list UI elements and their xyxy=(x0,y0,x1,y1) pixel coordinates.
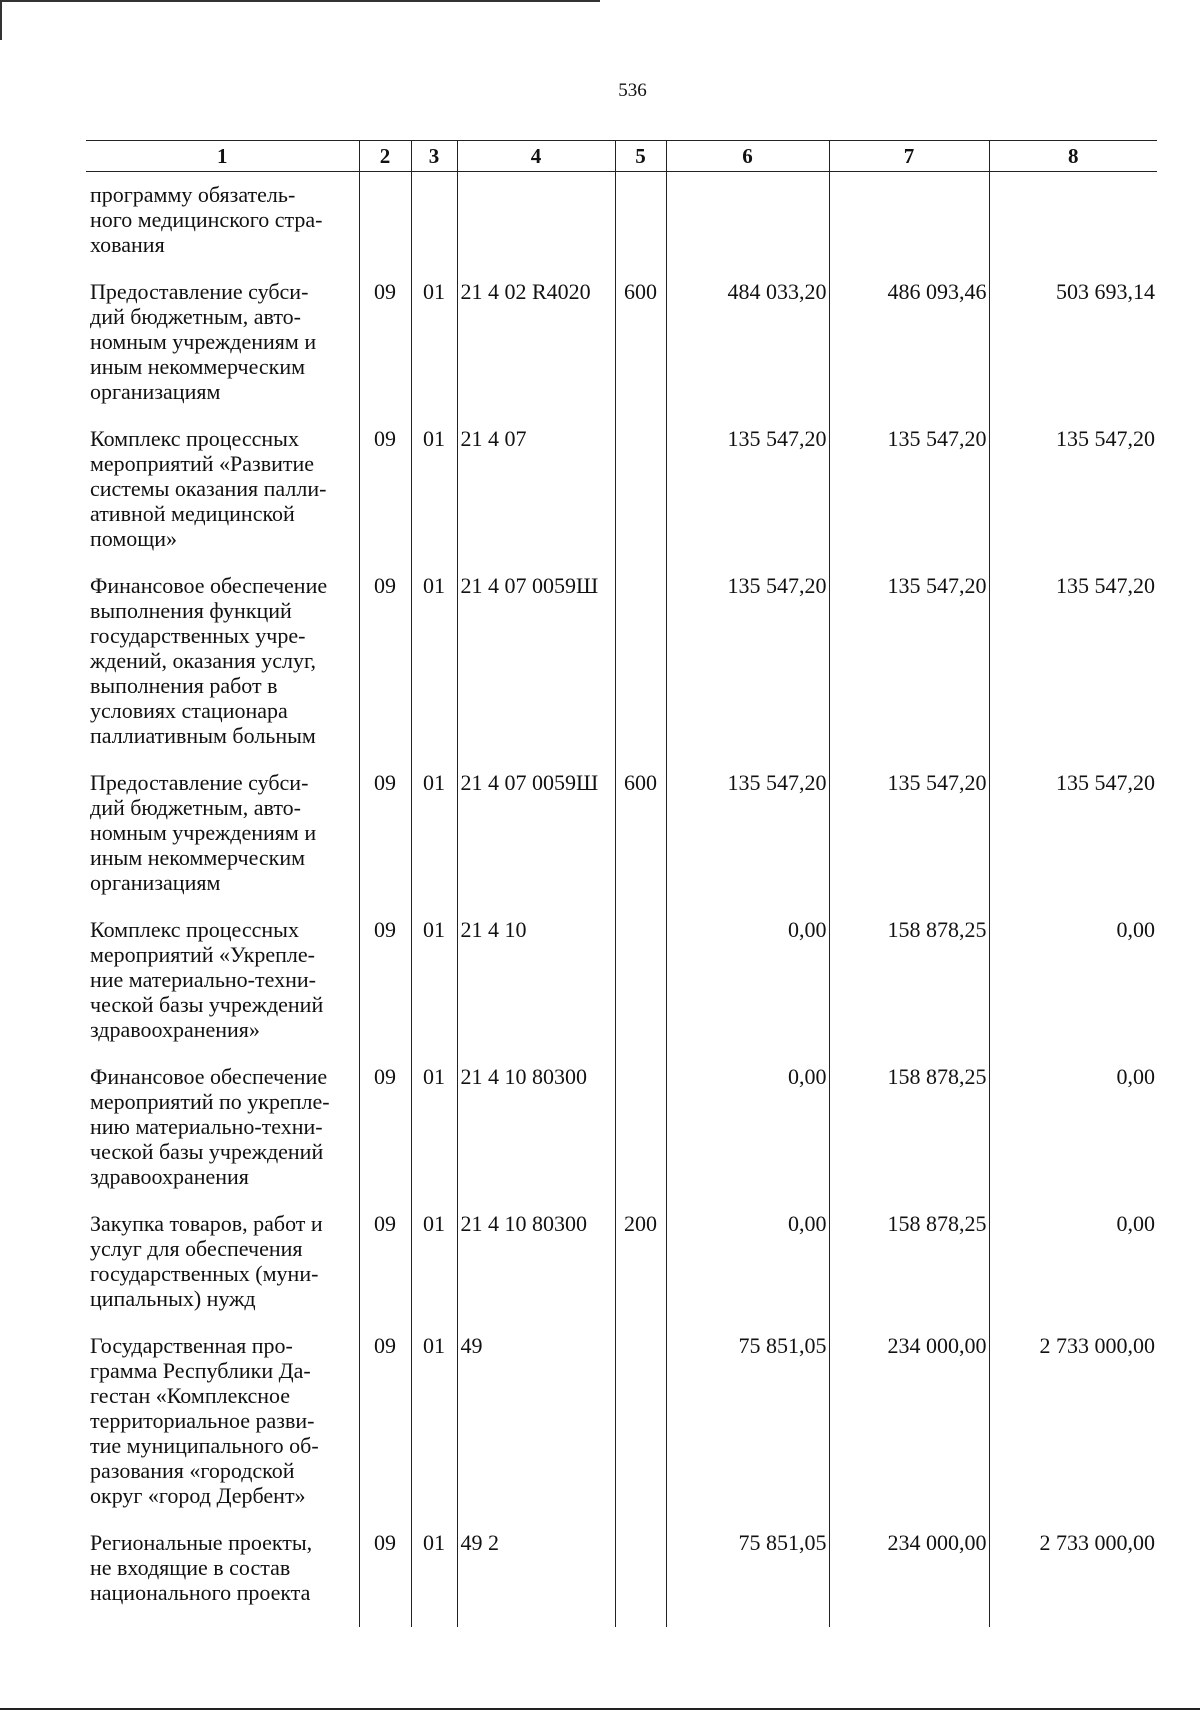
row-expense-type-cell xyxy=(615,426,666,573)
row-amount-col6-cell xyxy=(666,172,829,280)
row-amount-col7-cell: 135 547,20 xyxy=(829,770,989,917)
row-subsection-cell: 01 xyxy=(411,917,457,1064)
row-section-cell: 09 xyxy=(359,917,411,1064)
column-header-1: 1 xyxy=(86,141,359,172)
row-amount-col7-cell: 234 000,00 xyxy=(829,1530,989,1627)
row-amount-col8-cell: 2 733 000,00 xyxy=(989,1530,1157,1627)
row-amount-col6-cell: 135 547,20 xyxy=(666,770,829,917)
row-expense-type-cell: 600 xyxy=(615,770,666,917)
row-subsection-cell: 01 xyxy=(411,1333,457,1530)
table-row xyxy=(86,1064,1157,1211)
row-amount-col7-cell: 135 547,20 xyxy=(829,426,989,573)
row-name-cell: Закупка товаров, работ и услуг для обеспечения государственных (муни- ципальных) нужд xyxy=(90,1211,323,1311)
row-name-cell: Государственная про- грамма Республики Да- гестан «Комплексное территориальное разви- тие муниципального об- разования «городской округ «город Дербент» xyxy=(90,1333,319,1508)
row-name-cell: Региональные проекты, не входящие в состав национального проекта xyxy=(90,1530,313,1605)
table-row xyxy=(86,573,1157,770)
row-amount-col7-cell: 158 878,25 xyxy=(829,1211,989,1333)
row-amount-col7-cell: 486 093,46 xyxy=(829,279,989,426)
row-amount-col6-cell: 0,00 xyxy=(666,1064,829,1211)
row-amount-col8-cell: 135 547,20 xyxy=(989,426,1157,573)
row-section-cell: 09 xyxy=(359,1333,411,1530)
row-amount-col6-cell: 75 851,05 xyxy=(666,1333,829,1530)
row-subsection-cell: 01 xyxy=(411,279,457,426)
row-name-cell: Финансовое обеспечение мероприятий по укрепле- нию материально-техни- ческой базы учреждений здравоохранения xyxy=(90,1064,330,1189)
row-amount-col8-cell: 503 693,14 xyxy=(989,279,1157,426)
row-section-cell: 09 xyxy=(359,1211,411,1333)
row-subsection-cell xyxy=(411,172,457,280)
row-name-cell: Предоставление субси- дий бюджетным, авто- номным учреждениям и иным некоммерческим организациям xyxy=(90,770,317,895)
row-subsection-cell: 01 xyxy=(411,1211,457,1333)
column-header-5: 5 xyxy=(615,141,666,172)
row-target-article-cell: 21 4 07 xyxy=(457,426,615,573)
row-subsection-cell: 01 xyxy=(411,573,457,770)
row-name-cell: Комплекс процессных мероприятий «Развитие системы оказания палли- ативной медицинской помощи» xyxy=(90,426,327,551)
row-target-article-cell: 21 4 02 R4020 xyxy=(457,279,615,426)
scan-edge-bottom xyxy=(0,1708,1200,1710)
row-name-cell: Комплекс процессных мероприятий «Укрепле- ние материально-техни- ческой базы учреждений здравоохранения» xyxy=(90,917,324,1042)
scan-edge-left xyxy=(0,0,2,40)
row-amount-col7-cell: 135 547,20 xyxy=(829,573,989,770)
row-amount-col8-cell: 135 547,20 xyxy=(989,573,1157,770)
row-target-article-cell: 21 4 10 80300 xyxy=(457,1064,615,1211)
row-expense-type-cell: 600 xyxy=(615,279,666,426)
row-target-article-cell: 21 4 10 xyxy=(457,917,615,1064)
row-section-cell: 09 xyxy=(359,426,411,573)
row-amount-col8-cell: 0,00 xyxy=(989,1064,1157,1211)
row-amount-col7-cell: 158 878,25 xyxy=(829,1064,989,1211)
row-amount-col6-cell: 135 547,20 xyxy=(666,573,829,770)
row-section-cell: 09 xyxy=(359,770,411,917)
row-section-cell xyxy=(359,172,411,280)
row-target-article-cell xyxy=(457,172,615,280)
column-header-7: 7 xyxy=(829,141,989,172)
row-name-cell: программу обязатель- ного медицинского стра- хования xyxy=(90,182,323,257)
table-row xyxy=(86,1211,1157,1333)
row-target-article-cell: 21 4 10 80300 xyxy=(457,1211,615,1333)
table-row xyxy=(86,172,1157,280)
row-amount-col6-cell: 0,00 xyxy=(666,917,829,1064)
row-name-cell: Предоставление субси- дий бюджетным, авто- номным учреждениям и иным некоммерческим организациям xyxy=(90,279,317,404)
row-amount-col8-cell xyxy=(989,172,1157,280)
row-amount-col8-cell: 0,00 xyxy=(989,917,1157,1064)
budget-table xyxy=(86,140,1157,1627)
page-number: 536 xyxy=(618,80,647,101)
row-subsection-cell: 01 xyxy=(411,426,457,573)
row-expense-type-cell xyxy=(615,573,666,770)
row-amount-col8-cell: 0,00 xyxy=(989,1211,1157,1333)
row-amount-col7-cell xyxy=(829,172,989,280)
scan-edge-top xyxy=(0,0,600,2)
row-subsection-cell: 01 xyxy=(411,1064,457,1211)
row-expense-type-cell: 200 xyxy=(615,1211,666,1333)
column-header-2: 2 xyxy=(359,141,411,172)
table-body xyxy=(86,172,1157,1628)
table-row xyxy=(86,917,1157,1064)
row-amount-col6-cell: 135 547,20 xyxy=(666,426,829,573)
row-expense-type-cell xyxy=(615,1333,666,1530)
row-subsection-cell: 01 xyxy=(411,1530,457,1627)
column-header-3: 3 xyxy=(411,141,457,172)
row-expense-type-cell xyxy=(615,1530,666,1627)
row-amount-col6-cell: 0,00 xyxy=(666,1211,829,1333)
table-row xyxy=(86,1530,1157,1627)
row-section-cell: 09 xyxy=(359,279,411,426)
table-header-row xyxy=(86,141,1157,172)
row-amount-col7-cell: 234 000,00 xyxy=(829,1333,989,1530)
row-amount-col8-cell: 135 547,20 xyxy=(989,770,1157,917)
row-amount-col6-cell: 75 851,05 xyxy=(666,1530,829,1627)
row-name-cell: Финансовое обеспечение выполнения функций государственных учре- ждений, оказания услуг, выполнения работ в условиях стационара паллиативным больным xyxy=(90,573,328,748)
table-row xyxy=(86,279,1157,426)
row-expense-type-cell xyxy=(615,917,666,1064)
row-target-article-cell: 21 4 07 0059Ш xyxy=(457,770,615,917)
row-expense-type-cell xyxy=(615,1064,666,1211)
row-subsection-cell: 01 xyxy=(411,770,457,917)
row-amount-col7-cell: 158 878,25 xyxy=(829,917,989,1064)
column-header-8: 8 xyxy=(989,141,1157,172)
row-amount-col6-cell: 484 033,20 xyxy=(666,279,829,426)
column-header-4: 4 xyxy=(457,141,615,172)
row-target-article-cell: 49 2 xyxy=(457,1530,615,1627)
row-section-cell: 09 xyxy=(359,573,411,770)
row-expense-type-cell xyxy=(615,172,666,280)
row-target-article-cell: 49 xyxy=(457,1333,615,1530)
table-row xyxy=(86,426,1157,573)
row-target-article-cell: 21 4 07 0059Ш xyxy=(457,573,615,770)
row-section-cell: 09 xyxy=(359,1064,411,1211)
row-section-cell: 09 xyxy=(359,1530,411,1627)
column-header-6: 6 xyxy=(666,141,829,172)
table-row xyxy=(86,1333,1157,1530)
row-amount-col8-cell: 2 733 000,00 xyxy=(989,1333,1157,1530)
table-row xyxy=(86,770,1157,917)
